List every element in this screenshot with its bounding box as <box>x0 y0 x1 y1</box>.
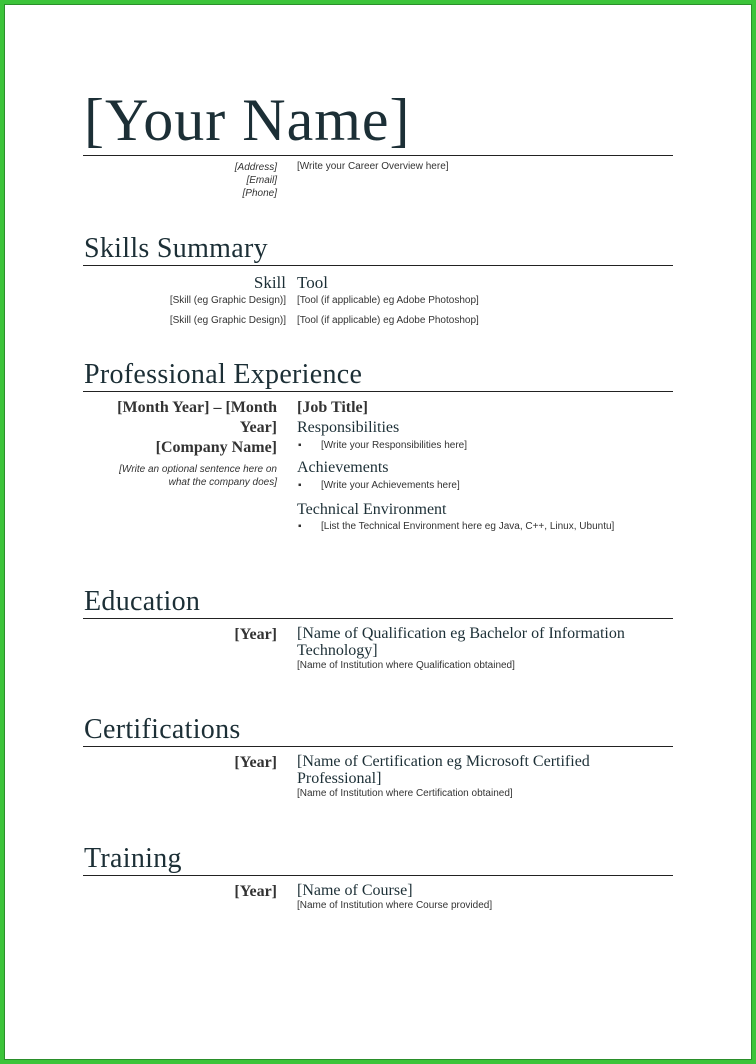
skill-column-header: Skill <box>253 273 286 292</box>
course-name: [Name of Course] <box>297 882 413 899</box>
bullet-icon: ▪ <box>298 521 302 532</box>
job-title: [Job Title] <box>297 399 368 416</box>
experience-section-title: Professional Experience <box>84 359 363 390</box>
header-divider <box>83 155 673 156</box>
training-section-title: Training <box>84 843 182 874</box>
education-year-column <box>234 625 277 645</box>
company-name: [Company Name] <box>155 439 277 456</box>
certification-year: [Year] <box>234 754 277 771</box>
experience-divider <box>83 391 673 392</box>
qualification-line1: [Name of Qualification eg Bachelor of Information <box>297 625 625 642</box>
education-year: [Year] <box>234 626 277 643</box>
contact-phone: [Phone] <box>242 188 277 199</box>
training-year-column <box>234 882 277 902</box>
achievements-item <box>297 479 614 492</box>
tool-row-1: [Tool (if applicable) eg Adobe Photoshop] <box>297 295 479 306</box>
name-heading: [Your Name] <box>84 87 411 153</box>
skills-skill-column <box>170 273 286 327</box>
education-institution: [Name of Institution where Qualification obtained] <box>297 660 515 671</box>
training-divider <box>83 875 673 876</box>
achievements-heading: Achievements <box>297 459 389 476</box>
certifications-year-column <box>234 753 277 773</box>
qualification-line2: Technology] <box>297 642 378 659</box>
tool-column-header: Tool <box>297 273 328 292</box>
company-description-line1: [Write an optional sentence here on <box>119 464 277 475</box>
certifications-divider <box>83 746 673 747</box>
education-section-title: Education <box>84 586 201 617</box>
technical-environment-heading: Technical Environment <box>297 501 447 518</box>
employment-dates-line2: Year] <box>239 419 277 436</box>
skills-divider <box>83 265 673 266</box>
certification-institution: [Name of Institution where Certification obtained] <box>297 788 513 799</box>
certifications-section-title: Certifications <box>84 714 241 745</box>
education-divider <box>83 618 673 619</box>
company-description-line2: what the company does] <box>168 477 277 488</box>
training-detail-column <box>297 882 492 912</box>
technical-environment-text: [List the Technical Environment here eg Java, C++, Linux, Ubuntu] <box>321 521 615 532</box>
career-overview: [Write your Career Overview here] <box>297 161 449 172</box>
tool-row-2: [Tool (if applicable) eg Adobe Photoshop] <box>297 315 479 326</box>
technical-environment-item <box>297 520 614 533</box>
experience-right-column <box>297 398 614 533</box>
contact-email: [Email] <box>246 175 277 186</box>
certifications-detail-column <box>297 753 590 800</box>
faint-mark <box>660 1003 670 1011</box>
skills-tool-column <box>297 273 479 327</box>
responsibilities-heading: Responsibilities <box>297 419 400 436</box>
bullet-icon: ▪ <box>298 480 302 491</box>
skill-row-2: [Skill (eg Graphic Design)] <box>169 315 286 326</box>
education-detail-column <box>297 625 625 672</box>
certification-name-line2: Professional] <box>297 770 382 787</box>
responsibilities-text: [Write your Responsibilities here] <box>321 440 467 451</box>
training-year: [Year] <box>234 883 277 900</box>
employment-dates-line1: [Month Year] – [Month <box>117 399 277 416</box>
skill-row-1: [Skill (eg Graphic Design)] <box>169 295 286 306</box>
responsibilities-item <box>297 439 614 452</box>
contact-address: [Address] <box>234 162 277 173</box>
contact-block <box>235 161 277 200</box>
certification-name-line1: [Name of Certification eg Microsoft Certified <box>297 753 590 770</box>
achievements-text: [Write your Achievements here] <box>321 480 460 491</box>
skills-section-title: Skills Summary <box>84 233 268 264</box>
bullet-icon: ▪ <box>298 440 302 451</box>
training-institution: [Name of Institution where Course provided] <box>297 900 493 911</box>
experience-left-column <box>117 398 277 489</box>
